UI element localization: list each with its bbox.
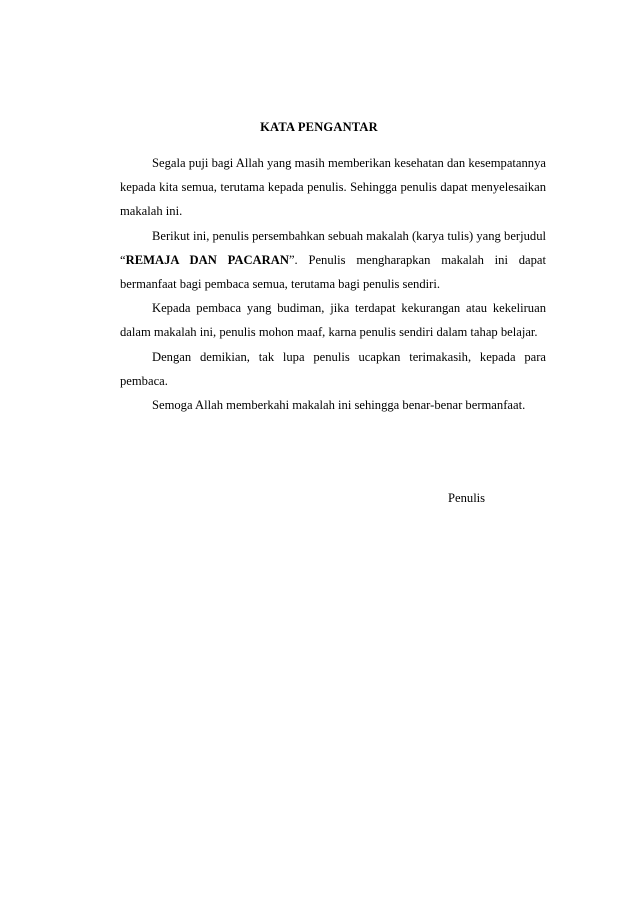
paragraph-title-intro-after: ”. Penulis mengharapkan makalah ini dapat bermanfaat bagi pembaca semua, terutama bagi penulis sendiri. xyxy=(120,252,546,292)
page-title: KATA PENGANTAR xyxy=(260,120,378,134)
paper-title-emphasis: REMAJA DAN PACARAN xyxy=(125,252,289,267)
paragraph-gratitude: Segala puji bagi Allah yang masih memberikan kesehatan dan kesempatannya kepada kita semua, terutama kepada penulis. Sehingga penulis dapat menyelesaikan makalah ini. xyxy=(120,156,546,219)
paragraph-thanks: Dengan demikian, tak lupa penulis ucapkan terimakasih, kepada para pembaca. xyxy=(120,349,546,388)
paragraph-title-intro-before: Berikut ini, penulis persembahkan sebuah makalah (karya tulis) yang berjudul “ xyxy=(120,228,546,267)
author-signature: Penulis xyxy=(448,491,486,505)
paragraph-apology: Kepada pembaca yang budiman, jika terdapat kekurangan atau kekeliruan dalam makalah ini, penulis mohon maaf, karna penulis sendiri dalam tahap belajar. xyxy=(120,301,546,340)
document-body xyxy=(120,151,546,417)
paragraph-title-intro xyxy=(120,224,546,297)
paragraph-closing: Semoga Allah memberkahi makalah ini sehingga benar-benar bermanfaat. xyxy=(152,398,526,413)
